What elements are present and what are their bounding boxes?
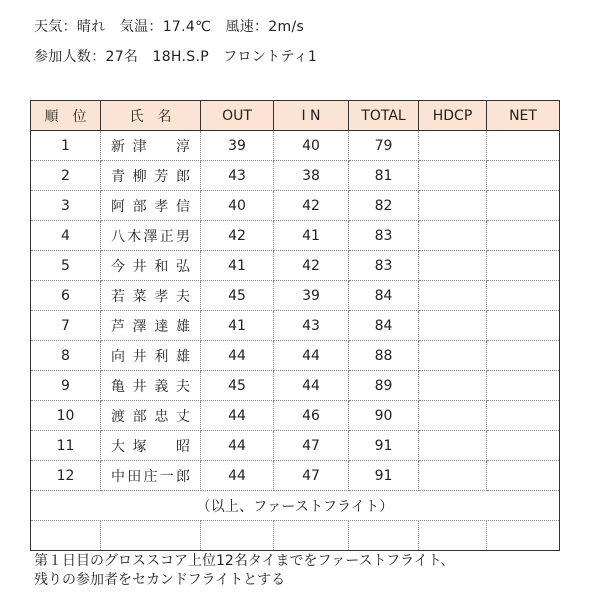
flight-rule-line-2: 残りの参加者をセカンドフライトとする <box>34 572 286 588</box>
name-cell: 若菜孝夫 <box>101 281 201 311</box>
total-score-cell: 90 <box>349 401 419 431</box>
out-score-cell: 44 <box>201 401 274 431</box>
participants-info: 参加人数：27名 18H.S.P フロントティ1 <box>34 49 318 65</box>
name-cell: 大塚 昭 <box>101 431 201 461</box>
empty-row <box>31 521 560 551</box>
table-row <box>31 131 560 161</box>
empty-cell <box>201 521 274 551</box>
table-row <box>31 431 560 461</box>
rank-cell: 11 <box>31 431 101 461</box>
hdcp-cell <box>419 221 487 251</box>
in-score-cell: 39 <box>274 281 349 311</box>
in-score-cell: 44 <box>274 371 349 401</box>
net-cell <box>487 191 560 221</box>
score-table-header <box>31 101 560 131</box>
hdcp-cell <box>419 131 487 161</box>
out-score-cell: 41 <box>201 311 274 341</box>
in-score-cell: 40 <box>274 131 349 161</box>
header-net: NET <box>487 101 560 131</box>
out-score-cell: 44 <box>201 431 274 461</box>
total-score-cell: 88 <box>349 341 419 371</box>
table-row <box>31 341 560 371</box>
header-out: OUT <box>201 101 274 131</box>
net-cell <box>487 371 560 401</box>
name-cell: 八木澤正男 <box>101 221 201 251</box>
hdcp-cell <box>419 191 487 221</box>
net-cell <box>487 221 560 251</box>
table-row <box>31 251 560 281</box>
net-cell <box>487 431 560 461</box>
total-score-cell: 89 <box>349 371 419 401</box>
empty-cell <box>101 521 201 551</box>
empty-cell <box>487 521 560 551</box>
net-cell <box>487 161 560 191</box>
net-cell <box>487 281 560 311</box>
empty-cell <box>31 521 101 551</box>
total-score-cell: 83 <box>349 251 419 281</box>
out-score-cell: 45 <box>201 281 274 311</box>
header-hdcp: HDCP <box>419 101 487 131</box>
out-score-cell: 39 <box>201 131 274 161</box>
rank-cell: 12 <box>31 461 101 491</box>
in-score-cell: 42 <box>274 191 349 221</box>
name-cell: 青柳芳郎 <box>101 161 201 191</box>
name-cell: 新津 淳 <box>101 131 201 161</box>
table-row <box>31 371 560 401</box>
table-row <box>31 461 560 491</box>
hdcp-cell <box>419 311 487 341</box>
empty-cell <box>419 521 487 551</box>
empty-cell <box>349 521 419 551</box>
hdcp-cell <box>419 281 487 311</box>
score-table-body <box>31 131 560 551</box>
rank-cell: 1 <box>31 131 101 161</box>
total-score-cell: 84 <box>349 311 419 341</box>
weather-info: 天気：晴れ 気温：17.4℃ 風速：2m/s <box>34 19 305 35</box>
rank-cell: 3 <box>31 191 101 221</box>
name-cell: 今井和弘 <box>101 251 201 281</box>
header-name: 氏 名 <box>101 101 201 131</box>
in-score-cell: 47 <box>274 431 349 461</box>
table-row <box>31 401 560 431</box>
out-score-cell: 44 <box>201 341 274 371</box>
flight-note-row <box>31 491 560 521</box>
total-score-cell: 84 <box>349 281 419 311</box>
out-score-cell: 43 <box>201 161 274 191</box>
name-cell: 芦澤達雄 <box>101 311 201 341</box>
out-score-cell: 40 <box>201 191 274 221</box>
total-score-cell: 91 <box>349 461 419 491</box>
in-score-cell: 42 <box>274 251 349 281</box>
rank-cell: 7 <box>31 311 101 341</box>
out-score-cell: 45 <box>201 371 274 401</box>
in-score-cell: 41 <box>274 221 349 251</box>
flight-rule-note <box>34 552 454 590</box>
name-cell: 渡部忠丈 <box>101 401 201 431</box>
table-row <box>31 221 560 251</box>
hdcp-cell <box>419 251 487 281</box>
name-cell: 阿部孝信 <box>101 191 201 221</box>
hdcp-cell <box>419 161 487 191</box>
score-table <box>30 100 560 551</box>
in-score-cell: 47 <box>274 461 349 491</box>
net-cell <box>487 131 560 161</box>
table-row <box>31 191 560 221</box>
net-cell <box>487 311 560 341</box>
table-row <box>31 311 560 341</box>
rank-cell: 4 <box>31 221 101 251</box>
name-cell: 亀井義夫 <box>101 371 201 401</box>
flight-note: （以上、ファーストフライト） <box>31 491 560 521</box>
table-row <box>31 281 560 311</box>
empty-cell <box>274 521 349 551</box>
rank-cell: 2 <box>31 161 101 191</box>
in-score-cell: 43 <box>274 311 349 341</box>
total-score-cell: 79 <box>349 131 419 161</box>
in-score-cell: 46 <box>274 401 349 431</box>
rank-cell: 6 <box>31 281 101 311</box>
rank-cell: 10 <box>31 401 101 431</box>
in-score-cell: 44 <box>274 341 349 371</box>
net-cell <box>487 401 560 431</box>
out-score-cell: 44 <box>201 461 274 491</box>
header-in: I N <box>274 101 349 131</box>
hdcp-cell <box>419 461 487 491</box>
header-total: TOTAL <box>349 101 419 131</box>
hdcp-cell <box>419 431 487 461</box>
rank-cell: 9 <box>31 371 101 401</box>
name-cell: 中田庄一郎 <box>101 461 201 491</box>
header-rank: 順 位 <box>31 101 101 131</box>
net-cell <box>487 461 560 491</box>
out-score-cell: 41 <box>201 251 274 281</box>
total-score-cell: 91 <box>349 431 419 461</box>
hdcp-cell <box>419 401 487 431</box>
net-cell <box>487 341 560 371</box>
name-cell: 向井利雄 <box>101 341 201 371</box>
in-score-cell: 38 <box>274 161 349 191</box>
rank-cell: 5 <box>31 251 101 281</box>
total-score-cell: 82 <box>349 191 419 221</box>
hdcp-cell <box>419 341 487 371</box>
out-score-cell: 42 <box>201 221 274 251</box>
net-cell <box>487 251 560 281</box>
flight-rule-line-1: 第１日目のグロススコア上位12名タイまでをファーストフライト、 <box>34 553 455 569</box>
total-score-cell: 81 <box>349 161 419 191</box>
hdcp-cell <box>419 371 487 401</box>
total-score-cell: 83 <box>349 221 419 251</box>
table-row <box>31 161 560 191</box>
rank-cell: 8 <box>31 341 101 371</box>
